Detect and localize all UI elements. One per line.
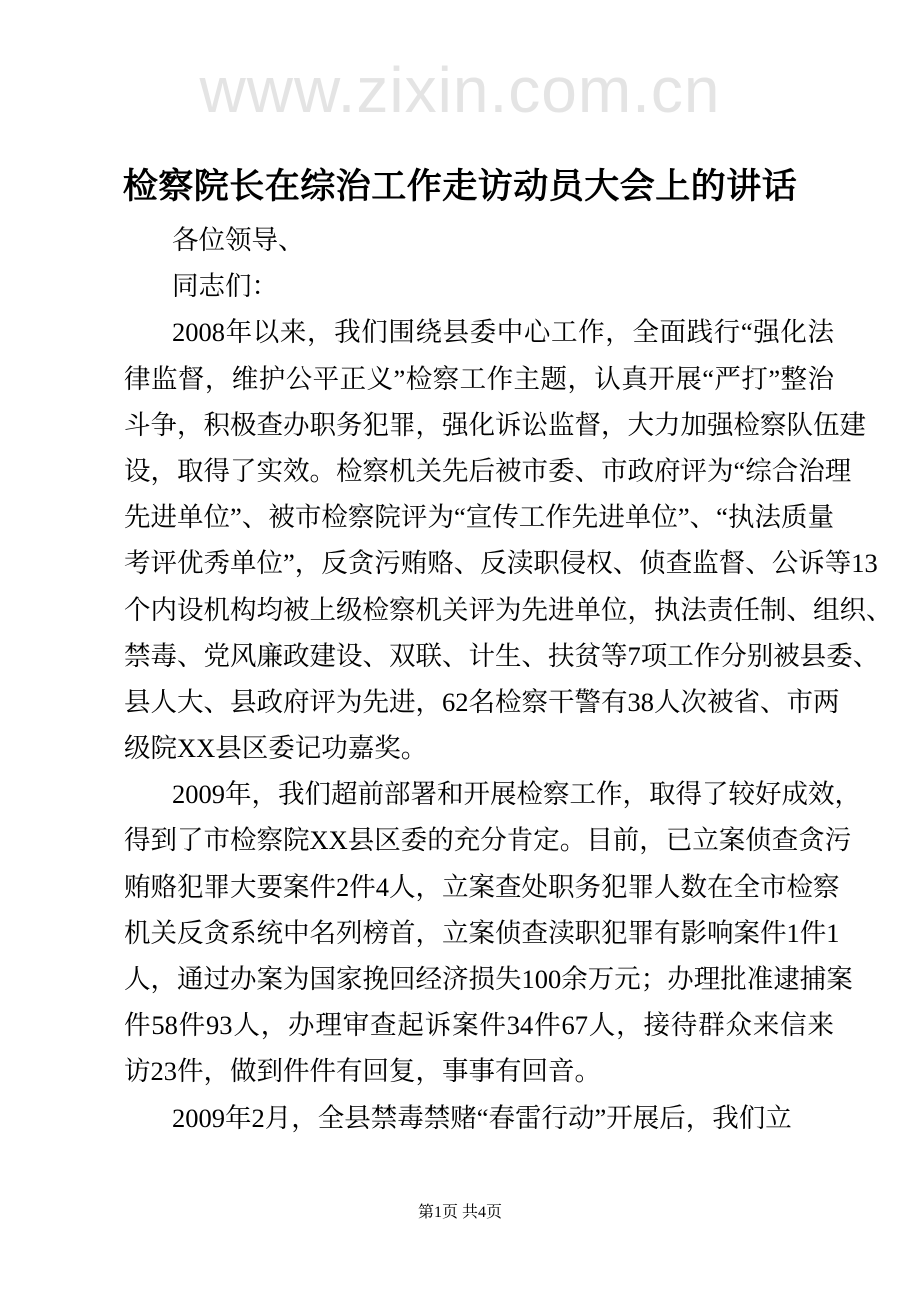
text-line: 2009年，我们超前部署和开展检察工作，取得了较好成效， [172,779,861,810]
text-line: 县人大、县政府评为先进，62名检察干警有38人次被省、市两 [124,686,840,717]
paragraph [124,217,834,263]
text-line: 2008年以来，我们围绕县委中心工作，全面践行“强化法 [172,317,834,348]
text-line: 访23件，做到件件有回复，事事有回音。 [124,1056,601,1087]
paragraph [124,309,893,771]
text-line: 设，取得了实效。检察机关先后被市委、市政府评为“综合治理 [124,455,852,486]
text-line: 2009年2月，全县禁毒禁赌“春雷行动”开展后，我们立 [172,1102,792,1133]
text-line: 斗争，积极查办职务犯罪，强化诉讼监督，大力加强检察队伍建 [124,409,866,440]
paragraph [124,263,834,309]
text-line: 禁毒、党风廉政建设、双联、计生、扶贫等7项工作分别被县委、 [124,640,880,671]
document-body [124,217,893,1141]
text-line: 贿赂犯罪大要案件2件4人，立案查处职务犯罪人数在全市检察 [124,871,840,902]
text-line: 个内设机构均被上级检察机关评为先进单位，执法责任制、组织、 [124,594,893,625]
text-line: 先进单位”、被市检察院评为“宣传工作先进单位”、“执法质量 [124,502,834,533]
text-line: 律监督，维护公平正义”检察工作主题，认真开展“严打”整治 [124,363,834,394]
text-line: 机关反贪系统中名列榜首，立案侦查渎职犯罪有影响案件1件1 [124,917,840,948]
paragraph [124,1095,834,1141]
text-line: 人，通过办案为国家挽回经济损失100余万元；办理批准逮捕案 [124,964,853,994]
page-footer: 第1页 共4页 [417,1204,502,1221]
paragraph [124,771,861,1094]
watermark: www.zixin.com.cn [199,54,721,126]
text-line: 级院XX县区委记功嘉奖。 [124,733,428,764]
text-line: 各位领导、 [172,225,305,255]
text-line: 同志们： [172,271,278,302]
document-title: 检察院长在综治工作走访动员大会上的讲话 [122,167,798,207]
text-line: 得到了市检察院XX县区委的充分肯定。目前，已立案侦查贪污 [124,825,852,856]
text-line: 件58件93人，办理审查起诉案件34件67人，接待群众来信来 [124,1010,834,1041]
text-line: 考评优秀单位”，反贪污贿赂、反渎职侵权、侦查监督、公诉等13 [124,548,878,579]
